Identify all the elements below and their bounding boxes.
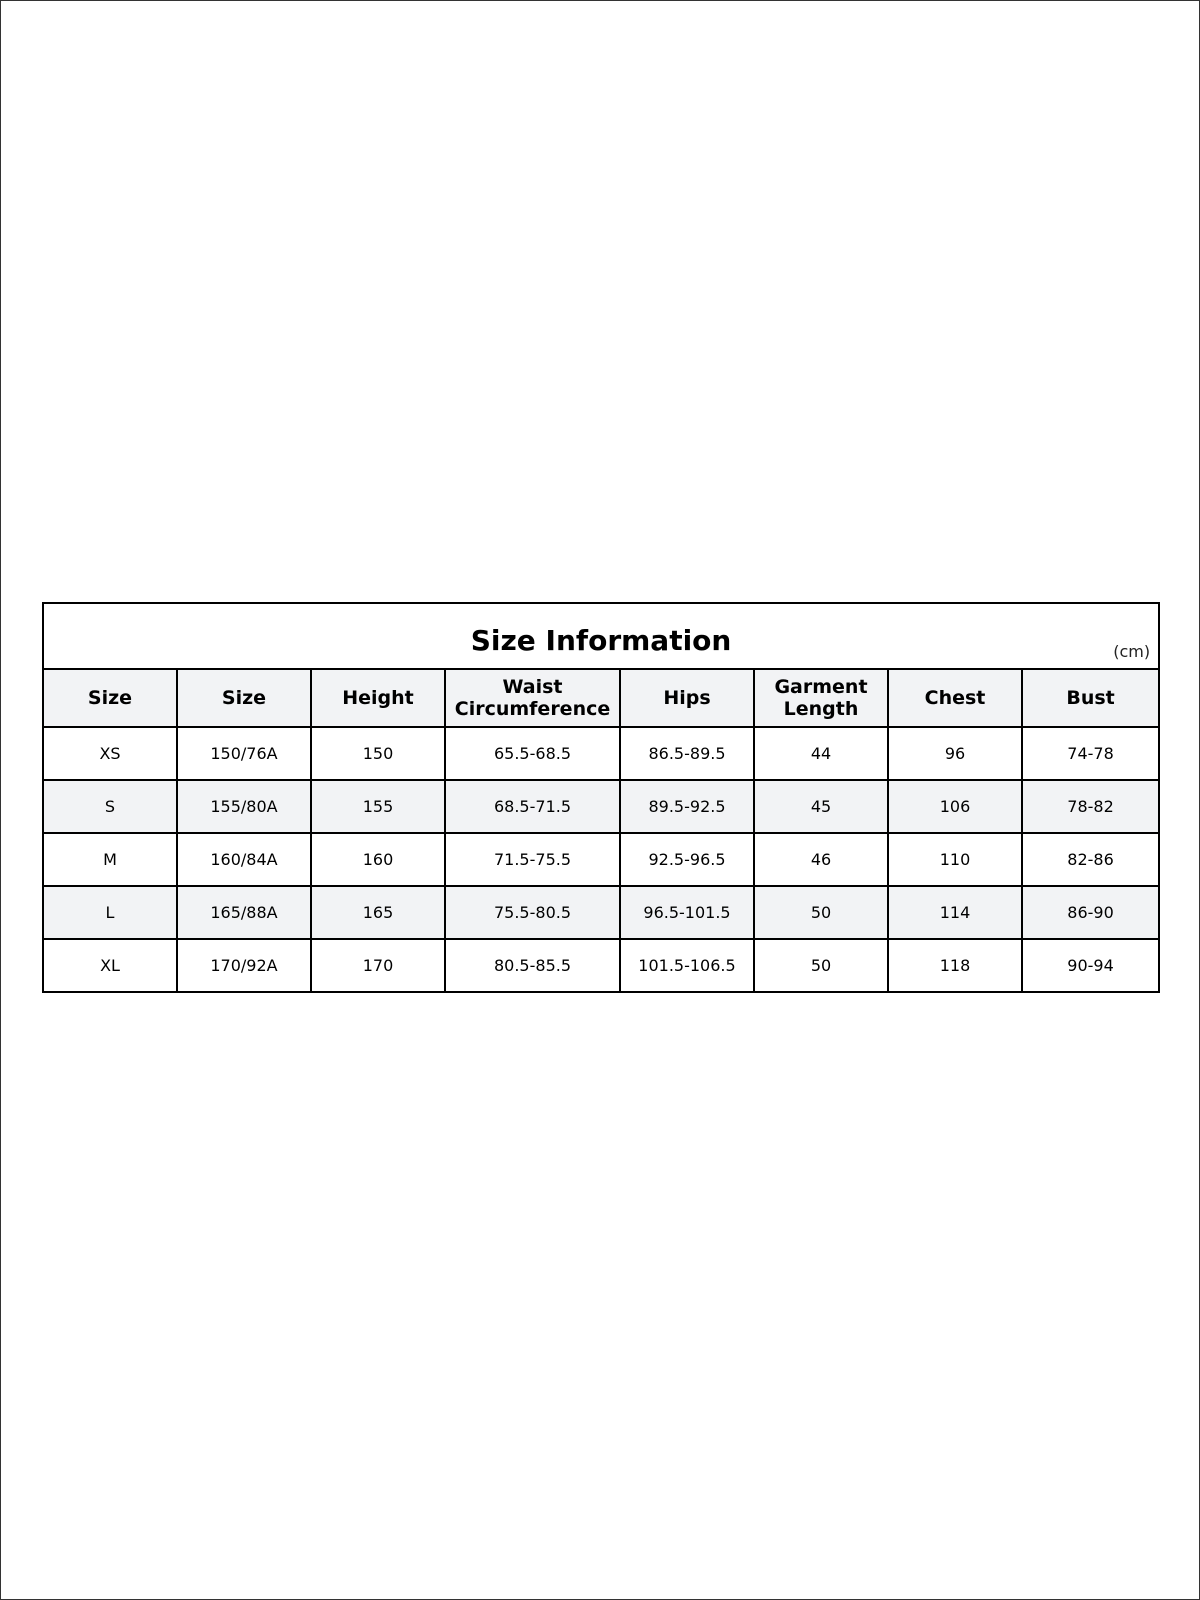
header-waist-circumference [445,669,620,727]
cell-height: 160 [311,833,445,886]
table-row [43,780,1159,833]
cell-height: 165 [311,886,445,939]
table-title-cell [43,603,1159,669]
cell-size: L [43,886,177,939]
cell-garment-length: 45 [754,780,888,833]
cell-waist: 68.5-71.5 [445,780,620,833]
table-row [43,939,1159,992]
cell-chest: 110 [888,833,1022,886]
cell-waist: 80.5-85.5 [445,939,620,992]
cell-chest: 114 [888,886,1022,939]
cell-garment-length: 44 [754,727,888,780]
table-title: Size Information [470,623,732,657]
cell-bust: 82-86 [1022,833,1159,886]
cell-size: M [43,833,177,886]
cell-size: XS [43,727,177,780]
header-size: Size [43,669,177,727]
cell-height: 155 [311,780,445,833]
size-table [42,602,1160,993]
cell-garment-length: 50 [754,886,888,939]
table-row [43,833,1159,886]
header-size-code: Size [177,669,311,727]
cell-waist: 65.5-68.5 [445,727,620,780]
cell-hips: 92.5-96.5 [620,833,754,886]
cell-bust: 74-78 [1022,727,1159,780]
header-garment-length [754,669,888,727]
cell-hips: 86.5-89.5 [620,727,754,780]
cell-hips: 96.5-101.5 [620,886,754,939]
header-garment-length-label: Garment Length [774,676,868,720]
cell-size-code: 170/92A [177,939,311,992]
table-row [43,886,1159,939]
table-row [43,727,1159,780]
cell-height: 150 [311,727,445,780]
cell-size-code: 155/80A [177,780,311,833]
cell-size-code: 150/76A [177,727,311,780]
header-chest: Chest [888,669,1022,727]
cell-chest: 96 [888,727,1022,780]
cell-waist: 71.5-75.5 [445,833,620,886]
cell-size: S [43,780,177,833]
unit-label: (cm) [1113,642,1151,661]
cell-garment-length: 46 [754,833,888,886]
header-waist-circumference-label: Waist Circumference [454,676,611,720]
cell-height: 170 [311,939,445,992]
cell-chest: 106 [888,780,1022,833]
cell-chest: 118 [888,939,1022,992]
cell-bust: 78-82 [1022,780,1159,833]
cell-hips: 101.5-106.5 [620,939,754,992]
cell-waist: 75.5-80.5 [445,886,620,939]
cell-garment-length: 50 [754,939,888,992]
cell-size: XL [43,939,177,992]
header-row [43,669,1159,727]
cell-bust: 90-94 [1022,939,1159,992]
header-height: Height [311,669,445,727]
header-hips: Hips [620,669,754,727]
header-bust: Bust [1022,669,1159,727]
cell-size-code: 165/88A [177,886,311,939]
cell-hips: 89.5-92.5 [620,780,754,833]
cell-bust: 86-90 [1022,886,1159,939]
cell-size-code: 160/84A [177,833,311,886]
